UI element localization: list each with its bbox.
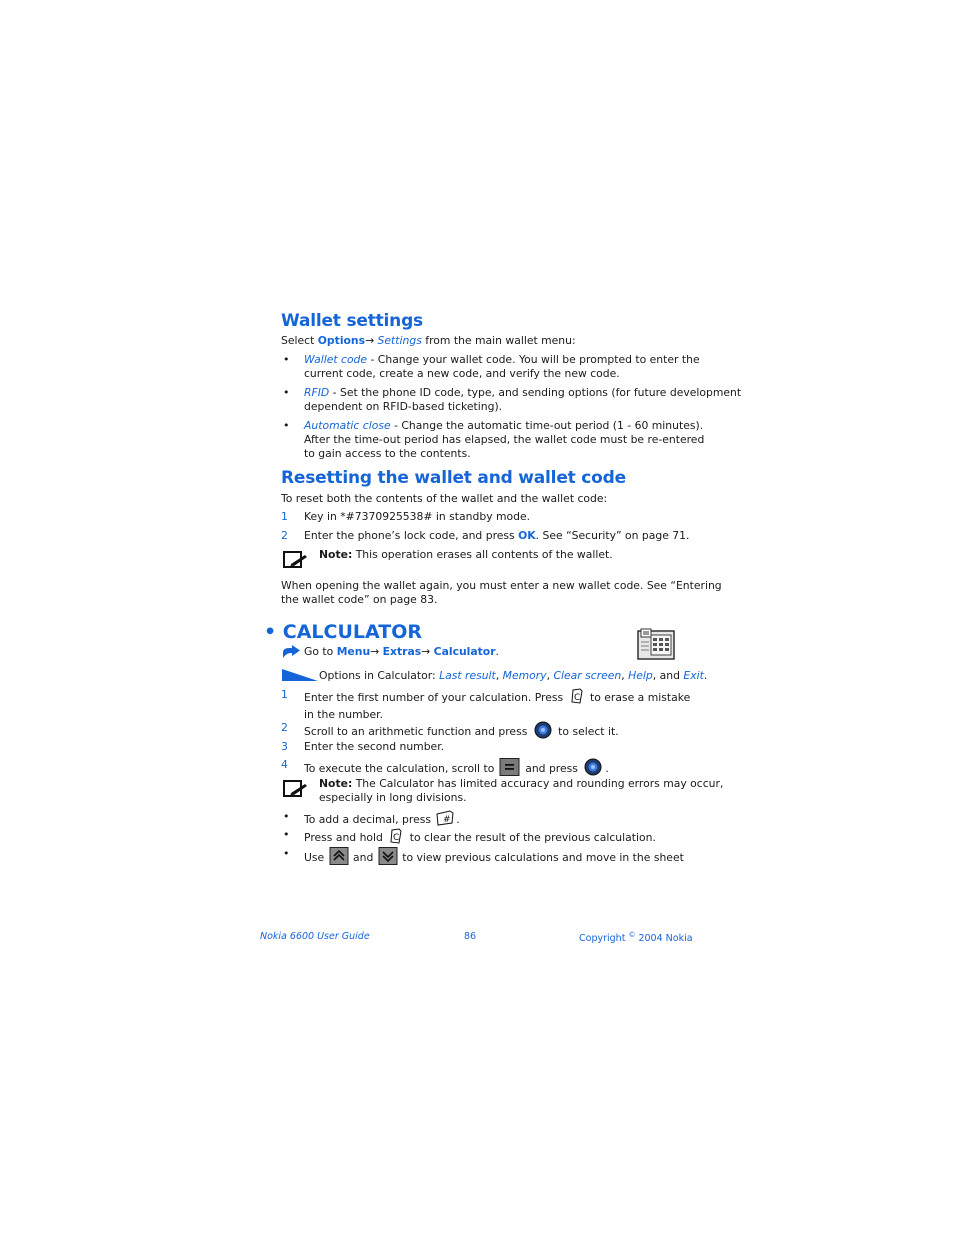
arrow: → (365, 334, 378, 347)
step-text (304, 688, 690, 722)
note-label: Note: (319, 777, 353, 790)
note-text (319, 548, 613, 562)
extras-label: Extras (382, 645, 422, 658)
list-item (304, 419, 704, 461)
step-pre: Scroll to an arithmetic function and press (304, 725, 531, 738)
intro-post: from the main wallet menu: (421, 334, 576, 347)
hash-key-icon (434, 810, 456, 830)
scroll-down-icon (377, 847, 399, 869)
item-line: - Change the automatic time-out period (1 - 60 minutes). (390, 419, 704, 432)
resetting-intro: To reset both the contents of the wallet and the wallet code: (281, 492, 608, 505)
step-number: 3 (281, 740, 288, 753)
tip-mid: and (349, 851, 377, 864)
step-text: Key in *#7370925538# in standby mode. (304, 510, 531, 523)
tip-item (304, 847, 684, 869)
item-line: - Set the phone ID code, type, and sending options (for future development (329, 386, 742, 399)
sep: , (546, 669, 554, 682)
bullet: • (283, 386, 290, 399)
step-post: to select it. (554, 725, 619, 738)
heading-resetting: Resetting the wallet and wallet code (281, 468, 626, 488)
tip-pre: Press and hold (304, 831, 387, 844)
wallet-settings-intro (281, 334, 576, 348)
calculator-label: Calculator (433, 645, 496, 658)
note-body: This operation erases all contents of the wallet. (352, 548, 613, 561)
bullet: • (283, 828, 290, 841)
option-help: Help (628, 669, 653, 682)
item-term: Wallet code (304, 353, 368, 366)
goto-line (304, 645, 499, 659)
step-number: 1 (281, 510, 288, 523)
tip-pre: Use (304, 851, 328, 864)
copyright-pre: Copyright (579, 933, 629, 945)
item-line: After the time-out period has elapsed, the wallet code must be re-entered (304, 433, 705, 446)
option-clear-screen: Clear screen (553, 669, 622, 682)
page-number: 86 (464, 931, 477, 942)
note-body: The Calculator has limited accuracy and rounding errors may occur, (352, 777, 724, 790)
and-text: , and (652, 669, 684, 682)
step-pre: Enter the first number of your calculation. Press (304, 691, 567, 704)
copyright-post: 2004 Nokia (635, 933, 693, 945)
tip-item (304, 810, 460, 830)
calculator-app-icon (637, 628, 675, 664)
settings-label: Settings (377, 334, 422, 347)
arrow: → (421, 645, 434, 658)
options-label: Options (317, 334, 366, 347)
resetting-after (281, 579, 722, 607)
intro-pre: Select (281, 334, 318, 347)
heading-wallet-settings: Wallet settings (281, 311, 423, 331)
menu-label: Menu (336, 645, 371, 658)
svg-text:#: # (443, 815, 451, 825)
sep: , (621, 669, 629, 682)
step-mid: and press (521, 762, 582, 775)
list-item (304, 353, 700, 381)
item-line: to gain access to the contents. (304, 447, 471, 460)
step-number: 1 (281, 688, 288, 701)
note-body: especially in long divisions. (319, 791, 467, 804)
tip-post: to view previous calculations and move in the sheet (398, 851, 684, 864)
step-number: 2 (281, 529, 288, 542)
shortcut-arrow-icon (282, 644, 301, 663)
tip-item (304, 828, 656, 848)
clear-key-icon (567, 688, 587, 708)
item-line: dependent on RFID-based ticketing). (304, 400, 503, 413)
copyright-symbol: © (628, 931, 636, 939)
item-line: current code, create a new code, and verify the new code. (304, 367, 620, 380)
step-post: to erase a mistake (586, 691, 691, 704)
heading-text: CALCULATOR (282, 621, 422, 643)
bullet: • (283, 847, 290, 860)
step-post: . (605, 762, 609, 775)
bullet: • (283, 419, 290, 432)
step-number: 2 (281, 721, 288, 734)
heading-bullet: • (264, 621, 277, 643)
arrow: → (370, 645, 383, 658)
footer-copyright (579, 931, 693, 944)
paragraph-line: the wallet code” on page 83. (281, 593, 438, 606)
tip-post: . (456, 813, 460, 826)
scroll-up-icon (328, 847, 350, 869)
joystick-icon (531, 721, 555, 743)
list-item (304, 386, 741, 414)
svg-text:C: C (573, 693, 580, 703)
period: . (703, 669, 708, 682)
svg-text:C: C (393, 833, 400, 843)
options-wedge-icon (282, 668, 318, 687)
option-exit: Exit (683, 669, 704, 682)
option-memory: Memory (502, 669, 547, 682)
period: . (495, 645, 499, 658)
note-icon (283, 780, 309, 802)
note-icon (283, 551, 309, 573)
note-text (319, 777, 723, 805)
clear-key-icon (386, 828, 406, 848)
options-line (319, 669, 707, 683)
heading-calculator (264, 621, 422, 643)
step-text: Enter the second number. (304, 740, 445, 753)
ok-label: OK (518, 529, 536, 542)
note-label: Note: (319, 548, 353, 561)
item-line: - Change your wallet code. You will be prompted to enter the (367, 353, 700, 366)
item-term: RFID (304, 386, 330, 399)
step-number: 4 (281, 758, 288, 771)
goto-pre: Go to (304, 645, 337, 658)
step-text (304, 529, 689, 543)
item-term: Automatic close (304, 419, 391, 432)
tip-pre: To add a decimal, press (304, 813, 435, 826)
step-pre: Enter the phone’s lock code, and press (304, 529, 519, 542)
step-post: . See “Security” on page 71. (535, 529, 690, 542)
options-pre: Options in Calculator: (319, 669, 440, 682)
tip-post: to clear the result of the previous calculation. (406, 831, 656, 844)
sep: , (495, 669, 503, 682)
step-pre: To execute the calculation, scroll to (304, 762, 498, 775)
step-line2: in the number. (304, 708, 384, 721)
footer-title: Nokia 6600 User Guide (260, 931, 370, 942)
bullet: • (283, 810, 290, 823)
paragraph-line: When opening the wallet again, you must enter a new wallet code. See “Entering (281, 579, 722, 592)
option-last-result: Last result (439, 669, 496, 682)
bullet: • (283, 353, 290, 366)
